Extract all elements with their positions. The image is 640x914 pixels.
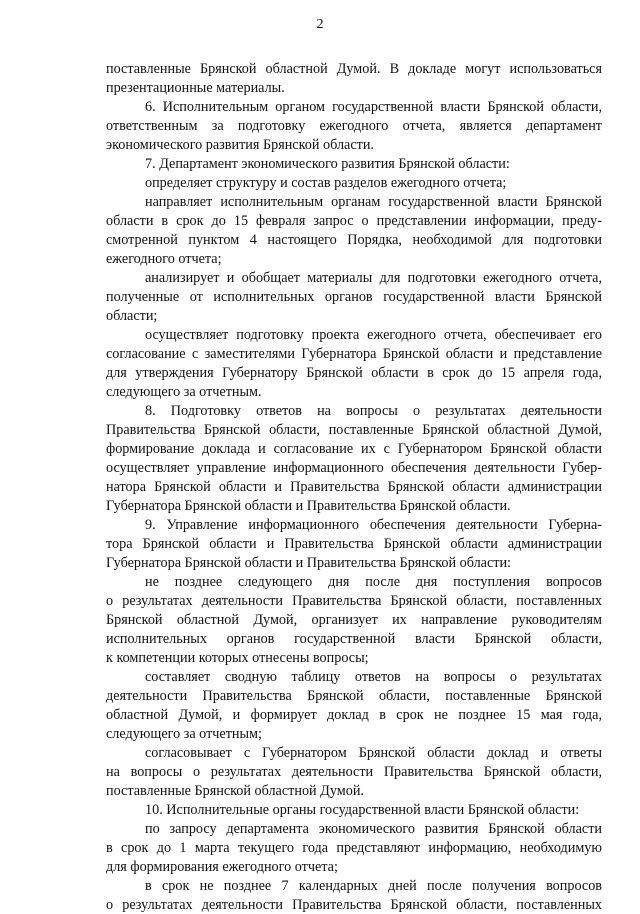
text-line: смотренной пунктом 4 настоящего Порядка, необходимой для подготовки — [106, 232, 602, 248]
text-line: анализирует и обобщает материалы для подготовки ежегодного отчета, — [145, 270, 602, 286]
text-line: о результатах деятельности Правительства Брянской области, поставленных — [106, 593, 602, 609]
text-line: ответственным за подготовку ежегодного отчета, является департамент — [106, 118, 602, 134]
text-line: области в срок до 15 февраля запрос о представлении информации, преду- — [106, 213, 602, 229]
text-line: ежегодного отчета; — [106, 251, 222, 267]
text-line: 10. Исполнительные органы государственной власти Брянской области: — [145, 802, 580, 818]
text-line: направляет исполнительным органам государственной власти Брянской — [145, 194, 602, 210]
text-line: поставленные Брянской областной Думой. В докладе могут использоваться — [106, 61, 602, 77]
text-line: Губернатора Брянской области и Правительства Брянской области: — [106, 555, 511, 571]
text-line: презентационные материалы. — [106, 80, 285, 96]
text-line: для утверждения Губернатору Брянской области в срок до 15 апреля года, — [106, 365, 602, 381]
text-line: по запросу департамента экономического развития Брянской области — [145, 821, 602, 837]
text-line: согласовывает с Губернатором Брянской области доклад и ответы — [145, 745, 602, 761]
text-line: натора Брянской области и Правительства Брянской области администрации — [106, 479, 602, 495]
text-line: осуществляет подготовку проекта ежегодного отчета, обеспечивает его — [145, 327, 602, 343]
text-line: определяет структуру и состав разделов ежегодного отчета; — [145, 175, 507, 191]
text-line: в срок до 1 марта текущего года представляют информацию, необходимую — [106, 840, 602, 856]
text-line: о результатах деятельности Правительства Брянской области, поставленных — [106, 897, 602, 913]
page-number: 2 — [316, 17, 324, 32]
text-line: осуществляет управление информационного обеспечения деятельности Губер- — [106, 460, 602, 476]
text-line: Губернатора Брянской области и Правительства Брянской области. — [106, 498, 511, 514]
text-line: тора Брянской области и Правительства Брянской области администрации — [106, 536, 602, 552]
text-line: экономического развития Брянской области. — [106, 137, 374, 153]
text-line: Брянской областной Думой, организует их направление руководителям — [106, 612, 602, 628]
text-line: Правительства Брянской области, поставленные Брянской областной Думой, — [106, 422, 602, 438]
text-line: поставленные Брянской областной Думой. — [106, 783, 364, 799]
text-line: деятельности Правительства Брянской области, поставленные Брянской — [106, 688, 602, 704]
text-line: областной Думой, и формирует доклад в срок не позднее 15 мая года, — [106, 707, 602, 723]
text-line: следующего за отчетным. — [106, 384, 262, 400]
text-line: полученные от исполнительных органов государственной власти Брянской — [106, 289, 602, 305]
text-line: в срок не позднее 7 календарных дней после получения вопросов — [145, 878, 602, 894]
text-line: 8. Подготовку ответов на вопросы о результатах деятельности — [145, 403, 602, 419]
text-line: составляет сводную таблицу ответов на вопросы о результатах — [145, 669, 602, 685]
text-line: следующего за отчетным; — [106, 726, 262, 742]
text-line: к компетенции которых отнесены вопросы; — [106, 650, 369, 666]
text-line: исполнительных органов государственной власти Брянской области, — [106, 631, 602, 647]
text-line: 6. Исполнительным органом государственной власти Брянской области, — [145, 99, 602, 115]
text-line: формирование доклада и согласование их с Губернатором Брянской области — [106, 441, 602, 457]
text-line: для формирования ежегодного отчета; — [106, 859, 338, 875]
text-line: 9. Управление информационного обеспечения деятельности Губерна- — [145, 517, 602, 533]
text-line: не позднее следующего дня после дня поступления вопросов — [145, 574, 602, 590]
text-line: области; — [106, 308, 158, 324]
text-line: согласование с заместителями Губернатора Брянской области и представление — [106, 346, 602, 362]
text-line: 7. Департамент экономического развития Брянской области: — [145, 156, 510, 172]
text-line: на вопросы о результатах деятельности Правительства Брянской области, — [106, 764, 602, 780]
